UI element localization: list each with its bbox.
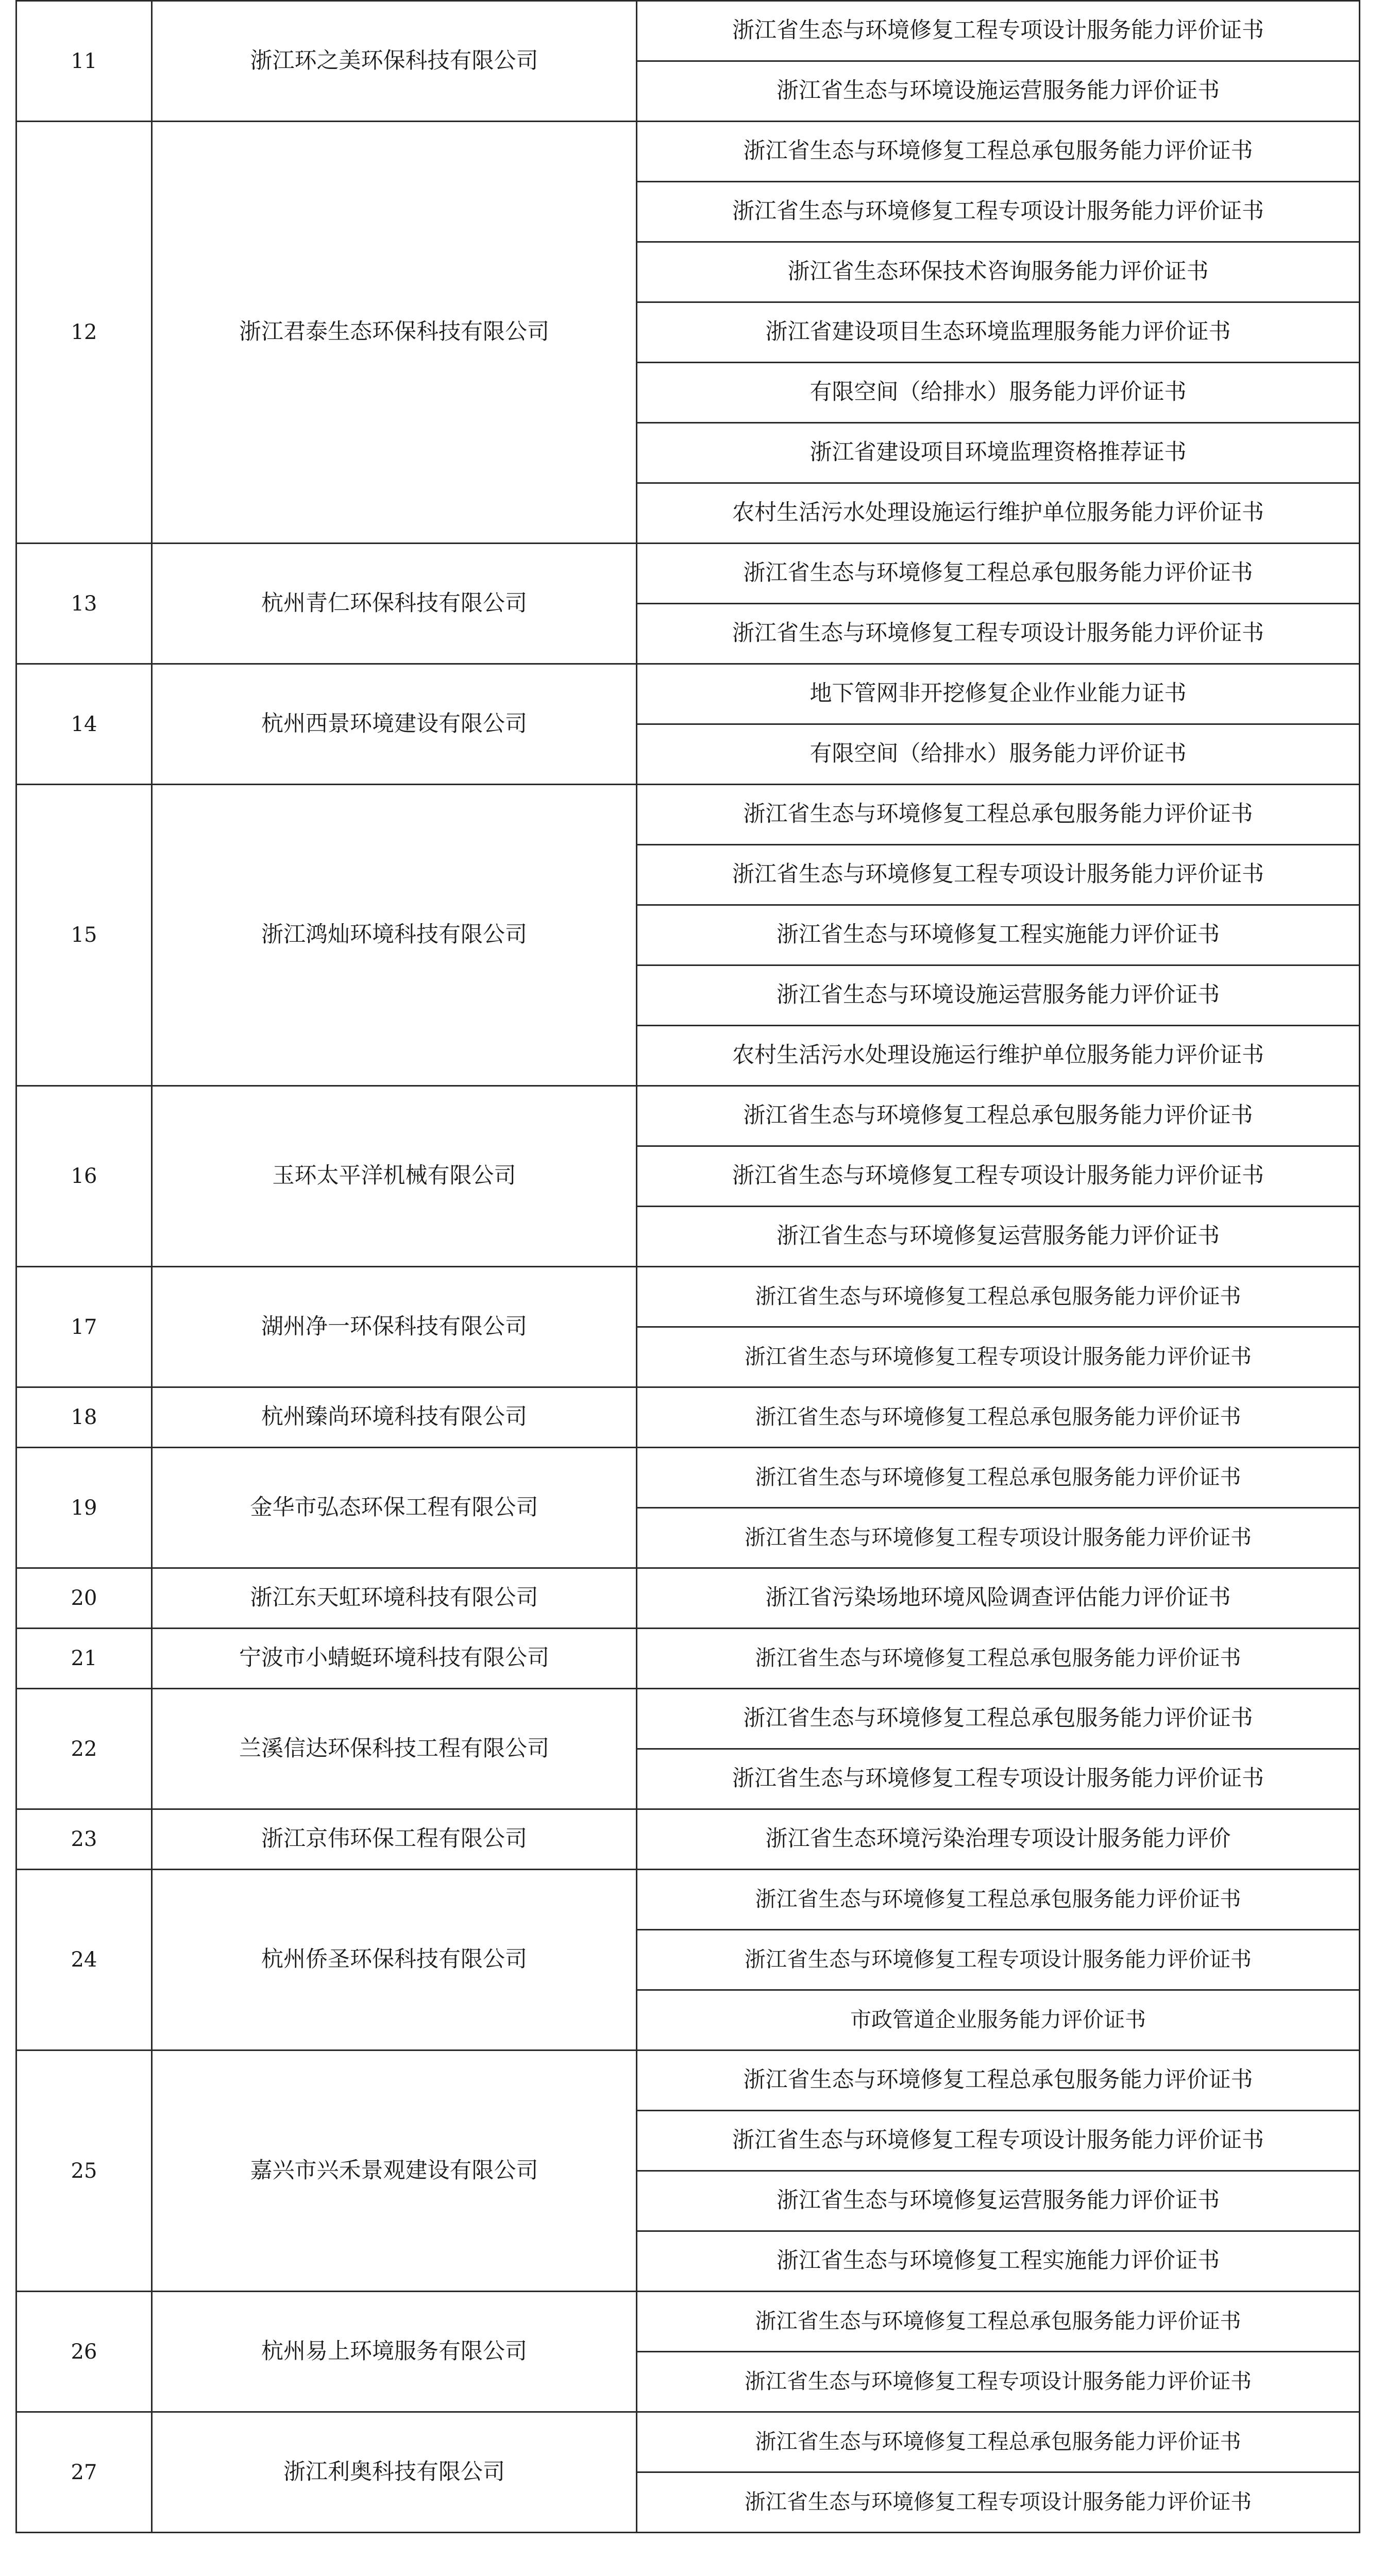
certificate-name: 浙江省生态与环境修复工程总承包服务能力评价证书 — [637, 1387, 1360, 1448]
certificate-name: 浙江省生态与环境修复工程实施能力评价证书 — [637, 905, 1360, 965]
table-row — [16, 544, 1360, 604]
row-number: 12 — [16, 122, 152, 544]
certificate-name: 浙江省建设项目环境监理资格推荐证书 — [637, 423, 1360, 483]
certificate-name: 浙江省生态与环境修复工程专项设计服务能力评价证书 — [637, 604, 1360, 664]
table-row — [16, 1870, 1360, 1930]
company-name: 玉环太平洋机械有限公司 — [152, 1086, 637, 1267]
company-name: 浙江君泰生态环保科技有限公司 — [152, 122, 637, 544]
company-name: 杭州易上环境服务有限公司 — [152, 2292, 637, 2412]
certificate-name: 浙江省生态与环境修复工程总承包服务能力评价证书 — [637, 1870, 1360, 1930]
certificate-name: 农村生活污水处理设施运行维护单位服务能力评价证书 — [637, 483, 1360, 544]
row-number: 21 — [16, 1629, 152, 1689]
certificate-name: 浙江省生态与环境修复工程专项设计服务能力评价证书 — [637, 1749, 1360, 1809]
certificate-name: 地下管网非开挖修复企业作业能力证书 — [637, 664, 1360, 724]
company-name: 浙江环之美环保科技有限公司 — [152, 1, 637, 122]
company-name: 杭州西景环境建设有限公司 — [152, 664, 637, 785]
certificate-name: 浙江省建设项目生态环境监理服务能力评价证书 — [637, 302, 1360, 363]
row-number: 25 — [16, 2050, 152, 2292]
certificate-name: 浙江省生态与环境修复工程总承包服务能力评价证书 — [637, 2412, 1360, 2472]
certificate-name: 浙江省生态与环境修复工程专项设计服务能力评价证书 — [637, 1930, 1360, 1990]
table-row — [16, 2050, 1360, 2111]
table-row — [16, 2412, 1360, 2472]
certificate-name: 浙江省生态与环境修复工程总承包服务能力评价证书 — [637, 2050, 1360, 2111]
row-number: 14 — [16, 664, 152, 785]
table-row — [16, 122, 1360, 182]
company-name: 浙江东天虹环境科技有限公司 — [152, 1568, 637, 1629]
certificate-name: 浙江省生态与环境修复工程总承包服务能力评价证书 — [637, 1629, 1360, 1689]
company-name: 兰溪信达环保科技工程有限公司 — [152, 1689, 637, 1809]
table-row — [16, 1568, 1360, 1629]
company-name: 金华市弘态环保工程有限公司 — [152, 1448, 637, 1568]
row-number: 20 — [16, 1568, 152, 1629]
certificate-name: 浙江省生态与环境修复工程总承包服务能力评价证书 — [637, 1448, 1360, 1508]
table-row — [16, 2292, 1360, 2352]
row-number: 17 — [16, 1267, 152, 1387]
certificate-name: 浙江省生态与环境设施运营服务能力评价证书 — [637, 61, 1360, 122]
row-number: 27 — [16, 2412, 152, 2533]
table-row — [16, 1689, 1360, 1749]
row-number: 11 — [16, 1, 152, 122]
certificate-name: 浙江省生态与环境修复工程专项设计服务能力评价证书 — [637, 1146, 1360, 1207]
certificate-table-body — [16, 1, 1360, 2533]
company-name: 嘉兴市兴禾景观建设有限公司 — [152, 2050, 637, 2292]
company-name: 浙江京伟环保工程有限公司 — [152, 1809, 637, 1870]
row-number: 22 — [16, 1689, 152, 1809]
certificate-name: 浙江省生态与环境修复工程总承包服务能力评价证书 — [637, 544, 1360, 604]
certificate-name: 浙江省生态与环境修复工程专项设计服务能力评价证书 — [637, 2472, 1360, 2533]
row-number: 18 — [16, 1387, 152, 1448]
certificate-table-page — [15, 0, 1360, 2533]
certificate-name: 农村生活污水处理设施运行维护单位服务能力评价证书 — [637, 1026, 1360, 1086]
certificate-name: 浙江省生态与环境修复工程总承包服务能力评价证书 — [637, 1267, 1360, 1327]
table-row — [16, 1267, 1360, 1327]
certificate-name: 浙江省生态与环境修复工程总承包服务能力评价证书 — [637, 785, 1360, 845]
certificate-name: 浙江省生态与环境修复工程专项设计服务能力评价证书 — [637, 1327, 1360, 1387]
company-name: 浙江鸿灿环境科技有限公司 — [152, 785, 637, 1086]
row-number: 24 — [16, 1870, 152, 2050]
certificate-name: 有限空间（给排水）服务能力评价证书 — [637, 724, 1360, 785]
company-name: 湖州净一环保科技有限公司 — [152, 1267, 637, 1387]
table-row — [16, 1387, 1360, 1448]
table-row — [16, 664, 1360, 724]
row-number: 16 — [16, 1086, 152, 1267]
table-row — [16, 1809, 1360, 1870]
row-number: 26 — [16, 2292, 152, 2412]
table-row — [16, 1086, 1360, 1146]
certificate-name: 浙江省生态与环境修复工程总承包服务能力评价证书 — [637, 2292, 1360, 2352]
row-number: 23 — [16, 1809, 152, 1870]
certificate-name: 浙江省生态与环境修复工程专项设计服务能力评价证书 — [637, 1508, 1360, 1568]
row-number: 13 — [16, 544, 152, 664]
certificate-name: 浙江省生态与环境修复工程专项设计服务能力评价证书 — [637, 182, 1360, 242]
certificate-name: 浙江省生态与环境修复工程总承包服务能力评价证书 — [637, 1689, 1360, 1749]
certificate-name: 有限空间（给排水）服务能力评价证书 — [637, 363, 1360, 423]
certificate-name: 浙江省生态与环境修复工程专项设计服务能力评价证书 — [637, 845, 1360, 905]
certificate-name: 浙江省生态与环境修复工程专项设计服务能力评价证书 — [637, 2352, 1360, 2412]
table-row — [16, 1448, 1360, 1508]
company-name: 杭州侨圣环保科技有限公司 — [152, 1870, 637, 2050]
table-row — [16, 1629, 1360, 1689]
company-name: 宁波市小蜻蜓环境科技有限公司 — [152, 1629, 637, 1689]
certificate-name: 市政管道企业服务能力评价证书 — [637, 1990, 1360, 2050]
company-name: 杭州臻尚环境科技有限公司 — [152, 1387, 637, 1448]
certificate-name: 浙江省生态与环境修复工程总承包服务能力评价证书 — [637, 122, 1360, 182]
certificate-name: 浙江省污染场地环境风险调查评估能力评价证书 — [637, 1568, 1360, 1629]
certificate-name: 浙江省生态与环境修复工程专项设计服务能力评价证书 — [637, 2111, 1360, 2171]
certificate-name: 浙江省生态与环境设施运营服务能力评价证书 — [637, 965, 1360, 1026]
certificate-table — [15, 0, 1360, 2533]
table-row — [16, 1, 1360, 61]
company-name: 浙江利奥科技有限公司 — [152, 2412, 637, 2533]
certificate-name: 浙江省生态与环境修复工程专项设计服务能力评价证书 — [637, 1, 1360, 61]
table-row — [16, 785, 1360, 845]
certificate-name: 浙江省生态与环境修复工程实施能力评价证书 — [637, 2231, 1360, 2292]
certificate-name: 浙江省生态环境污染治理专项设计服务能力评价 — [637, 1809, 1360, 1870]
certificate-name: 浙江省生态与环境修复运营服务能力评价证书 — [637, 2171, 1360, 2231]
certificate-name: 浙江省生态与环境修复工程总承包服务能力评价证书 — [637, 1086, 1360, 1146]
certificate-name: 浙江省生态与环境修复运营服务能力评价证书 — [637, 1207, 1360, 1267]
row-number: 15 — [16, 785, 152, 1086]
row-number: 19 — [16, 1448, 152, 1568]
certificate-name: 浙江省生态环保技术咨询服务能力评价证书 — [637, 242, 1360, 302]
company-name: 杭州青仁环保科技有限公司 — [152, 544, 637, 664]
